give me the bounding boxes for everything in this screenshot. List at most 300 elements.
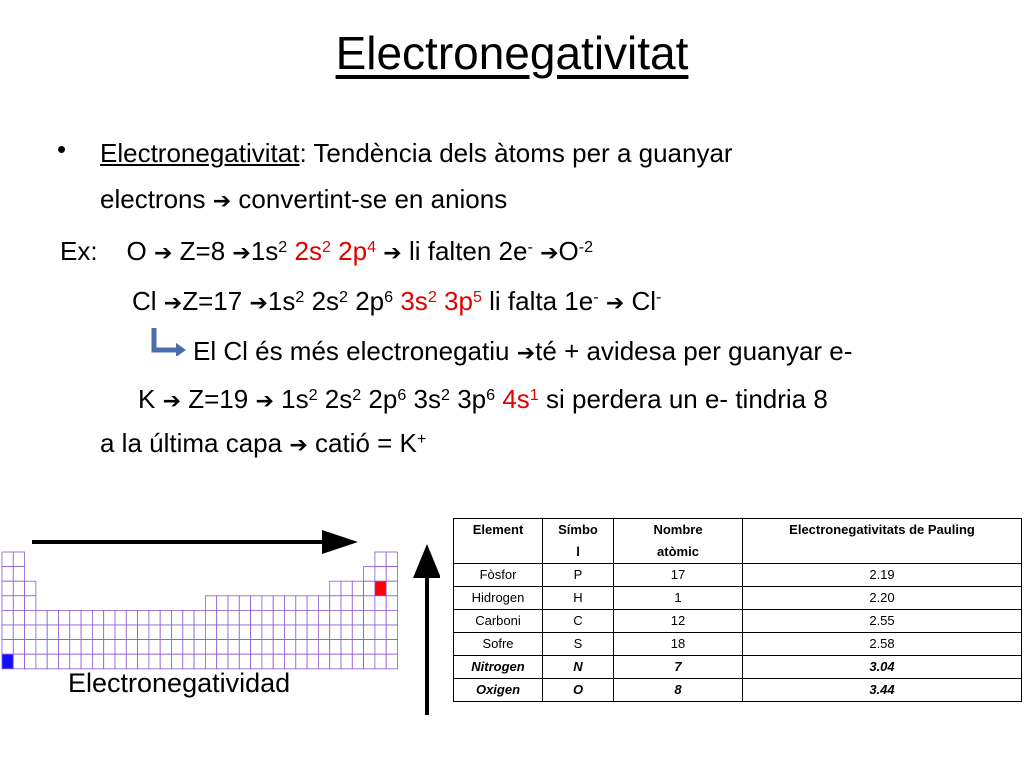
periodic-cell [194, 610, 205, 625]
periodic-cell [330, 581, 341, 596]
periodic-cell [239, 625, 250, 640]
periodic-cell [47, 654, 58, 669]
periodic-cell [239, 596, 250, 611]
periodic-cell [341, 654, 352, 669]
periodic-cell [217, 654, 228, 669]
oxygen-symbol: O [126, 236, 147, 266]
cell-element: Hidrogen [454, 587, 543, 610]
cell-symbol: S [543, 633, 614, 656]
arrow-right-icon: ➔ [163, 291, 183, 316]
periodic-cell [375, 654, 386, 669]
periodic-cell [364, 610, 375, 625]
periodic-cell [172, 654, 183, 669]
arrow-right-icon: ➔ [516, 341, 536, 366]
cell-atomic-number: 7 [614, 656, 743, 679]
arrow-right-icon: ➔ [153, 241, 173, 266]
periodic-cell [205, 654, 216, 669]
periodic-cell [13, 654, 24, 669]
periodic-cell [228, 640, 239, 655]
table-row [454, 656, 1022, 679]
periodic-cell [47, 640, 58, 655]
potassium-config-1: 1s [273, 384, 309, 414]
periodic-cell [375, 610, 386, 625]
periodic-cell [228, 596, 239, 611]
periodic-cell [47, 625, 58, 640]
periodic-cell [149, 654, 160, 669]
potassium-line-2 [100, 424, 426, 465]
periodic-cell [364, 625, 375, 640]
periodic-cell [364, 654, 375, 669]
table-row [454, 587, 1022, 610]
periodic-cell [160, 640, 171, 655]
cell-atomic-number: 12 [614, 610, 743, 633]
periodic-cell [285, 610, 296, 625]
potassium-config-3: 2p [361, 384, 398, 414]
periodic-cell [364, 581, 375, 596]
periodic-cell [341, 596, 352, 611]
oxygen-z: Z=8 [179, 236, 226, 266]
periodic-cell-fluorine [375, 581, 386, 596]
periodic-cell [386, 581, 397, 596]
periodic-cell [25, 654, 36, 669]
ex-label: Ex: [60, 236, 98, 266]
periodic-cell [92, 610, 103, 625]
periodic-cell [296, 610, 307, 625]
oxygen-config-3 [338, 236, 376, 266]
potassium-config-5-sup: 6 [486, 386, 496, 404]
periodic-cell [205, 596, 216, 611]
potassium-config-6-text: 4s [495, 384, 530, 414]
periodic-cell [25, 625, 36, 640]
periodic-table-grid [2, 552, 398, 669]
periodic-cell [386, 567, 397, 582]
periodic-cell [352, 596, 363, 611]
periodic-cell [307, 610, 318, 625]
cell-element: Oxigen [454, 679, 543, 702]
periodic-cell [126, 625, 137, 640]
periodic-cell [217, 610, 228, 625]
oxygen-ion-sup: -2 [578, 238, 594, 256]
periodic-cell [273, 640, 284, 655]
periodic-cell [2, 625, 13, 640]
periodic-cell [273, 596, 284, 611]
definition-text-2a: electrons [100, 184, 206, 214]
cell-element: Fòsfor [454, 564, 543, 587]
periodic-cell [36, 640, 47, 655]
cell-pauling: 3.04 [743, 656, 1022, 679]
periodic-cell [115, 640, 126, 655]
periodic-cell [13, 581, 24, 596]
periodic-cell [92, 654, 103, 669]
periodic-cell [285, 654, 296, 669]
oxygen-config-3-text: 2p [338, 236, 368, 266]
table-row [454, 564, 1022, 587]
periodic-table-figure [0, 510, 440, 725]
chlorine-note [193, 332, 852, 373]
periodic-cell [70, 625, 81, 640]
periodic-cell [273, 654, 284, 669]
periodic-cell [296, 640, 307, 655]
periodic-cell [70, 640, 81, 655]
periodic-cell [81, 654, 92, 669]
oxygen-config-3-sup: 4 [367, 238, 377, 256]
periodic-cell [386, 552, 397, 567]
chlorine-config-5-sup: 5 [472, 288, 482, 306]
periodic-cell [194, 625, 205, 640]
header-pauling: Electronegativitats de Pauling [743, 519, 1022, 564]
chlorine-config-1-sup: 2 [295, 288, 305, 306]
periodic-cell [217, 640, 228, 655]
cell-symbol: N [543, 656, 614, 679]
periodic-cell [285, 640, 296, 655]
periodic-cell [375, 567, 386, 582]
oxygen-missing-sup: - [527, 238, 533, 256]
periodic-cell [160, 610, 171, 625]
bullet-icon: • [57, 134, 67, 164]
periodic-cell [172, 610, 183, 625]
periodic-cell [251, 596, 262, 611]
periodic-cell [13, 625, 24, 640]
periodic-cell [296, 625, 307, 640]
chlorine-config-3-sup: 6 [384, 288, 394, 306]
periodic-cell [375, 596, 386, 611]
chlorine-config-4 [393, 286, 482, 316]
periodic-cell [13, 552, 24, 567]
periodic-cell [318, 625, 329, 640]
chlorine-config-2: 2s [304, 286, 340, 316]
header-atomic-b: atòmic [657, 544, 699, 559]
periodic-cell [352, 640, 363, 655]
periodic-cell [217, 625, 228, 640]
periodic-cell [70, 610, 81, 625]
periodic-cell [183, 610, 194, 625]
definition-term: Electronegativitat [100, 138, 300, 168]
periodic-cell [25, 581, 36, 596]
note-text-b: té + avidesa per guanyar e- [535, 336, 853, 366]
oxygen-config-2 [295, 236, 331, 266]
oxygen-config-2-sup: 2 [321, 238, 331, 256]
periodic-cell [262, 596, 273, 611]
periodic-cell [251, 640, 262, 655]
definition-line-1 [100, 134, 733, 172]
arrow-right-icon: ➔ [232, 241, 251, 266]
periodic-cell [36, 610, 47, 625]
periodic-cell [2, 581, 13, 596]
periodic-cell [183, 654, 194, 669]
periodic-cell [59, 654, 70, 669]
periodic-cell [104, 654, 115, 669]
periodic-cell [104, 610, 115, 625]
potassium-config-3-sup: 6 [397, 386, 407, 404]
periodic-cell [2, 596, 13, 611]
periodic-cell [228, 654, 239, 669]
periodic-cell [205, 640, 216, 655]
potassium-config-1-sup: 2 [308, 386, 318, 404]
periodic-cell [251, 654, 262, 669]
periodic-cell [2, 552, 13, 567]
periodic-cell [296, 654, 307, 669]
periodic-cell [307, 654, 318, 669]
arrow-right-icon: ➔ [540, 241, 559, 266]
chlorine-missing: li falta 1e [481, 286, 594, 316]
periodic-cell [375, 640, 386, 655]
periodic-cell [330, 610, 341, 625]
chlorine-z: Z=17 [182, 286, 243, 316]
potassium-config-4: 3s [406, 384, 442, 414]
periodic-cell [115, 610, 126, 625]
oxygen-config-2-text: 2s [294, 236, 322, 266]
periodic-cell [352, 625, 363, 640]
periodic-cell [138, 625, 149, 640]
periodic-cell [13, 567, 24, 582]
periodic-cell [59, 610, 70, 625]
chlorine-config-4-sup: 2 [427, 288, 437, 306]
periodic-cell [149, 640, 160, 655]
cell-pauling: 2.20 [743, 587, 1022, 610]
chlorine-missing-sup: - [593, 288, 599, 306]
periodic-cell [318, 640, 329, 655]
horizontal-arrow-head-icon [322, 530, 358, 554]
periodic-cell [183, 625, 194, 640]
periodic-cell [104, 640, 115, 655]
chlorine-config-4-text: 3s [393, 286, 428, 316]
periodic-cell [318, 610, 329, 625]
table-row [454, 610, 1022, 633]
periodic-cell [352, 654, 363, 669]
periodic-cell [81, 610, 92, 625]
arrow-right-icon: ➔ [255, 389, 274, 414]
potassium-config-6 [495, 384, 539, 414]
periodic-cell [104, 625, 115, 640]
periodic-cell [138, 654, 149, 669]
cell-pauling: 2.55 [743, 610, 1022, 633]
periodic-cell [205, 610, 216, 625]
periodic-cell [318, 654, 329, 669]
periodic-cell [386, 596, 397, 611]
potassium-symbol: K [138, 384, 156, 414]
arrow-right-icon: ➔ [162, 389, 182, 414]
periodic-cell [25, 596, 36, 611]
definition-line-2 [100, 180, 507, 221]
periodic-cell [341, 640, 352, 655]
oxygen-config-1: 1s [250, 236, 279, 266]
arrow-right-icon: ➔ [249, 291, 268, 316]
periodic-cell [25, 610, 36, 625]
periodic-cell [36, 654, 47, 669]
periodic-cell [251, 610, 262, 625]
page-title: Electronegativitat [335, 27, 689, 79]
periodic-cell [285, 625, 296, 640]
chlorine-line [132, 282, 661, 323]
cell-atomic-number: 8 [614, 679, 743, 702]
periodic-cell [330, 654, 341, 669]
periodic-cell [285, 596, 296, 611]
oxygen-missing: li falten 2e [401, 236, 528, 266]
periodic-cell [318, 596, 329, 611]
periodic-cell [307, 640, 318, 655]
potassium-line2-text-a: a la última capa [100, 428, 290, 458]
bent-arrow-icon [150, 326, 190, 356]
cell-atomic-number: 17 [614, 564, 743, 587]
chlorine-ion-sup: - [656, 288, 662, 306]
chlorine-config-2-sup: 2 [339, 288, 348, 306]
cell-element: Nitrogen [454, 656, 543, 679]
periodic-cell [386, 640, 397, 655]
header-atomic-number [614, 519, 743, 564]
periodic-cell [239, 640, 250, 655]
arrow-right-icon: ➔ [289, 433, 308, 458]
periodic-cell [375, 552, 386, 567]
periodic-cell [341, 625, 352, 640]
periodic-cell [194, 640, 205, 655]
arrow-right-icon: ➔ [605, 291, 625, 316]
potassium-config-5: 3p [449, 384, 487, 414]
potassium-line2-sup: + [416, 430, 427, 448]
table-body [454, 564, 1022, 702]
periodic-cell [126, 610, 137, 625]
periodic-cell [126, 654, 137, 669]
periodic-cell [115, 625, 126, 640]
periodic-cell [13, 596, 24, 611]
periodic-cell [273, 610, 284, 625]
electronegativity-table [453, 518, 1022, 702]
periodic-cell [149, 610, 160, 625]
cell-symbol: P [543, 564, 614, 587]
arrow-right-icon: ➔ [383, 241, 402, 266]
periodic-cell [138, 610, 149, 625]
periodic-cell [375, 625, 386, 640]
potassium-config-2-sup: 2 [352, 386, 362, 404]
periodic-cell [2, 610, 13, 625]
cell-pauling: 3.44 [743, 679, 1022, 702]
oxygen-line [60, 232, 593, 273]
periodic-cell [183, 640, 194, 655]
oxygen-config-1-sup: 2 [278, 238, 288, 256]
periodic-cell [126, 640, 137, 655]
periodic-cell [59, 625, 70, 640]
periodic-cell [239, 610, 250, 625]
periodic-cell [386, 610, 397, 625]
header-symbol-a: Símbo [558, 522, 598, 537]
periodic-cell [307, 625, 318, 640]
periodic-cell [330, 596, 341, 611]
cell-symbol: H [543, 587, 614, 610]
cell-element: Carboni [454, 610, 543, 633]
cell-atomic-number: 18 [614, 633, 743, 656]
periodic-cell [36, 625, 47, 640]
header-element: Element [454, 519, 543, 564]
cell-pauling: 2.19 [743, 564, 1022, 587]
periodic-cell [115, 654, 126, 669]
chlorine-ion: Cl [624, 286, 657, 316]
periodic-cell [92, 625, 103, 640]
periodic-cell [273, 625, 284, 640]
periodic-cell [364, 567, 375, 582]
cell-atomic-number: 1 [614, 587, 743, 610]
potassium-line2-text-b: catió = K [307, 428, 417, 458]
periodic-cell [47, 610, 58, 625]
periodic-cell [13, 610, 24, 625]
header-symbol-b: l [576, 544, 580, 559]
periodic-cell [194, 654, 205, 669]
cell-symbol: C [543, 610, 614, 633]
definition-text: : Tendència dels àtoms per a guanyar [299, 138, 733, 168]
periodic-cell [262, 610, 273, 625]
chlorine-config-5-text: 3p [436, 286, 473, 316]
note-text-a: El Cl és més electronegatiu [193, 336, 517, 366]
table-row [454, 633, 1022, 656]
periodic-cell [172, 625, 183, 640]
periodic-cell [228, 625, 239, 640]
periodic-cell [70, 654, 81, 669]
oxygen-ion: O [558, 236, 579, 266]
header-atomic-a: Nombre [653, 522, 703, 537]
periodic-cell [25, 640, 36, 655]
periodic-cell [386, 654, 397, 669]
potassium-config-2: 2s [317, 384, 353, 414]
periodic-cell [307, 596, 318, 611]
periodic-cell [92, 640, 103, 655]
periodic-cell [251, 625, 262, 640]
potassium-config-6-sup: 1 [529, 386, 539, 404]
periodic-cell [2, 640, 13, 655]
potassium-rest: si perdera un e- tindria 8 [538, 384, 828, 414]
periodic-cell-francium [2, 654, 13, 669]
periodic-cell [262, 625, 273, 640]
cell-element: Sofre [454, 633, 543, 656]
vertical-arrow-head-icon [413, 544, 440, 578]
periodic-cell [81, 625, 92, 640]
periodic-cell [59, 640, 70, 655]
periodic-cell [13, 640, 24, 655]
table-row [454, 679, 1022, 702]
periodic-cell [296, 596, 307, 611]
periodic-cell [330, 625, 341, 640]
periodic-cell [352, 610, 363, 625]
periodic-cell [2, 567, 13, 582]
periodic-cell [262, 654, 273, 669]
periodic-cell [160, 625, 171, 640]
potassium-line [138, 380, 828, 421]
arrow-right-icon: ➔ [212, 189, 232, 214]
periodic-cell [228, 610, 239, 625]
cell-symbol: O [543, 679, 614, 702]
periodic-cell [172, 640, 183, 655]
periodic-cell [138, 640, 149, 655]
cell-pauling: 2.58 [743, 633, 1022, 656]
periodic-cell [330, 640, 341, 655]
table-header-row [454, 519, 1022, 564]
periodic-cell [386, 625, 397, 640]
chlorine-config-3: 2p [348, 286, 385, 316]
periodic-cell [341, 610, 352, 625]
periodic-cell [205, 625, 216, 640]
periodic-cell [217, 596, 228, 611]
periodic-cell [239, 654, 250, 669]
chlorine-config-1: 1s [267, 286, 296, 316]
periodic-cell [364, 596, 375, 611]
potassium-z: Z=19 [181, 384, 256, 414]
potassium-config-4-sup: 2 [441, 386, 450, 404]
periodic-cell [352, 581, 363, 596]
periodic-cell [81, 640, 92, 655]
header-symbol [543, 519, 614, 564]
figure-caption: Electronegatividad [68, 668, 291, 698]
periodic-cell [364, 640, 375, 655]
definition-text-2b: convertint-se en anions [231, 184, 508, 214]
chlorine-symbol: Cl [132, 286, 157, 316]
periodic-cell [149, 625, 160, 640]
